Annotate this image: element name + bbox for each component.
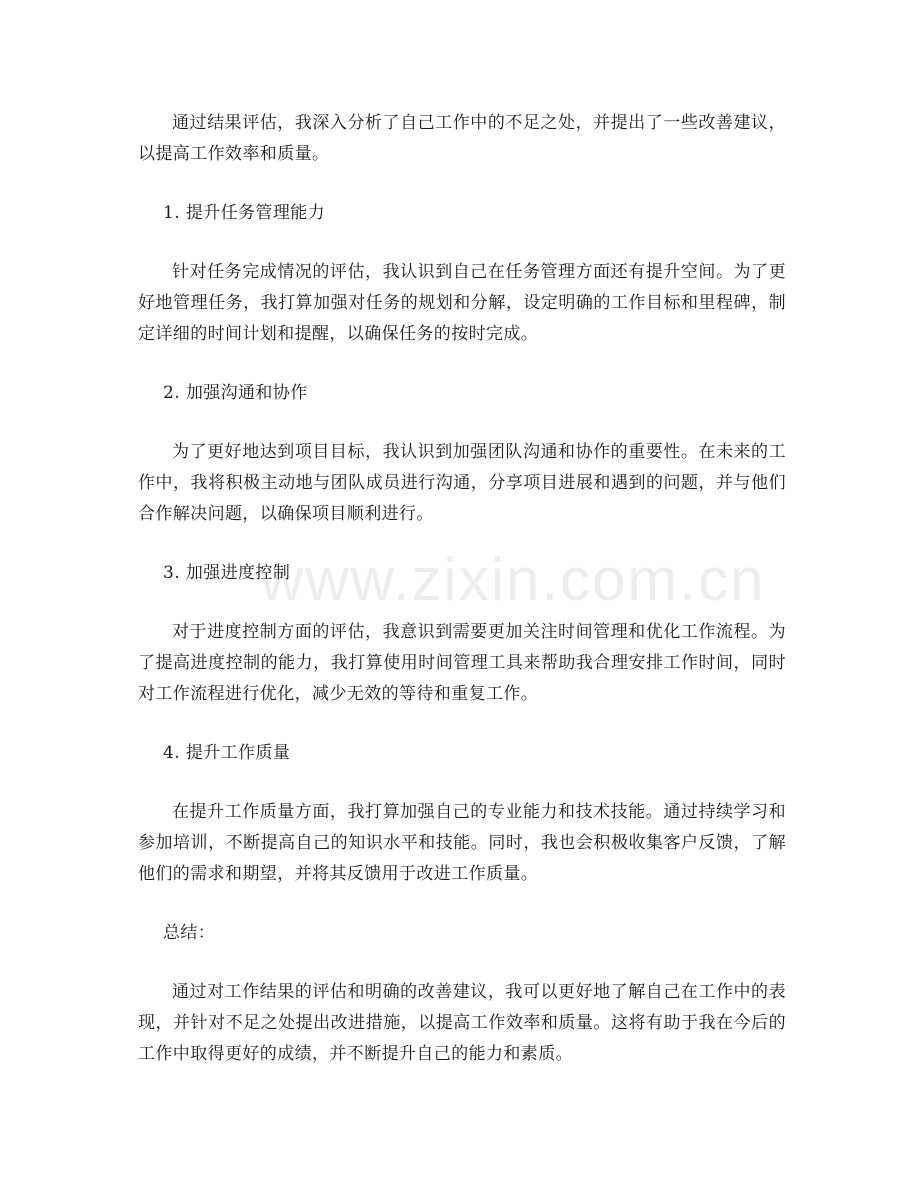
section-2-body: 为了更好地达到项目目标，我认识到加强团队沟通和协作的重要性。在未来的工作中，我将积极主动地与团队成员进行沟通，分享项目进展和遇到的问题，并与他们合作解决问题，以确保项目顺利进行。: [138, 442, 786, 524]
section-3-heading: 3. 加强进度控制: [163, 563, 291, 583]
watermark: www.zixin.com.cn: [260, 546, 766, 613]
section-4-heading: 4. 提升工作质量: [163, 743, 291, 763]
summary-heading: 总结：: [163, 923, 216, 943]
section-4-body: 在提升工作质量方面，我打算加强自己的专业能力和技术技能。通过持续学习和参加培训，不断提高自己的知识水平和技能。同时，我也会积极收集客户反馈，了解他们的需求和期望，并将其反馈用于改进工作质量。: [138, 802, 786, 884]
section-2-heading: 2. 加强沟通和协作: [163, 383, 308, 403]
section-3-body: 对于进度控制方面的评估，我意识到需要更加关注时间管理和优化工作流程。为了提高进度控制的能力，我打算使用时间管理工具来帮助我合理安排工作时间，同时对工作流程进行优化，减少无效的等待和重复工作。: [138, 622, 786, 704]
summary-body: 通过对工作结果的评估和明确的改善建议，我可以更好地了解自己在工作中的表现，并针对不足之处提出改进措施，以提高工作效率和质量。这将有助于我在今后的工作中取得更好的成绩，并不断提升自己的能力和素质。: [138, 982, 786, 1064]
intro-paragraph: 通过结果评估，我深入分析了自己工作中的不足之处，并提出了一些改善建议，以提高工作效率和质量。: [138, 113, 786, 164]
section-1-body: 针对任务完成情况的评估，我认识到自己在任务管理方面还有提升空间。为了更好地管理任务，我打算加强对任务的规划和分解，设定明确的工作目标和里程碑，制定详细的时间计划和提醒，以确保任务的按时完成。: [138, 262, 786, 344]
section-1-heading: 1. 提升任务管理能力: [163, 203, 326, 223]
document-content: [138, 108, 786, 1098]
